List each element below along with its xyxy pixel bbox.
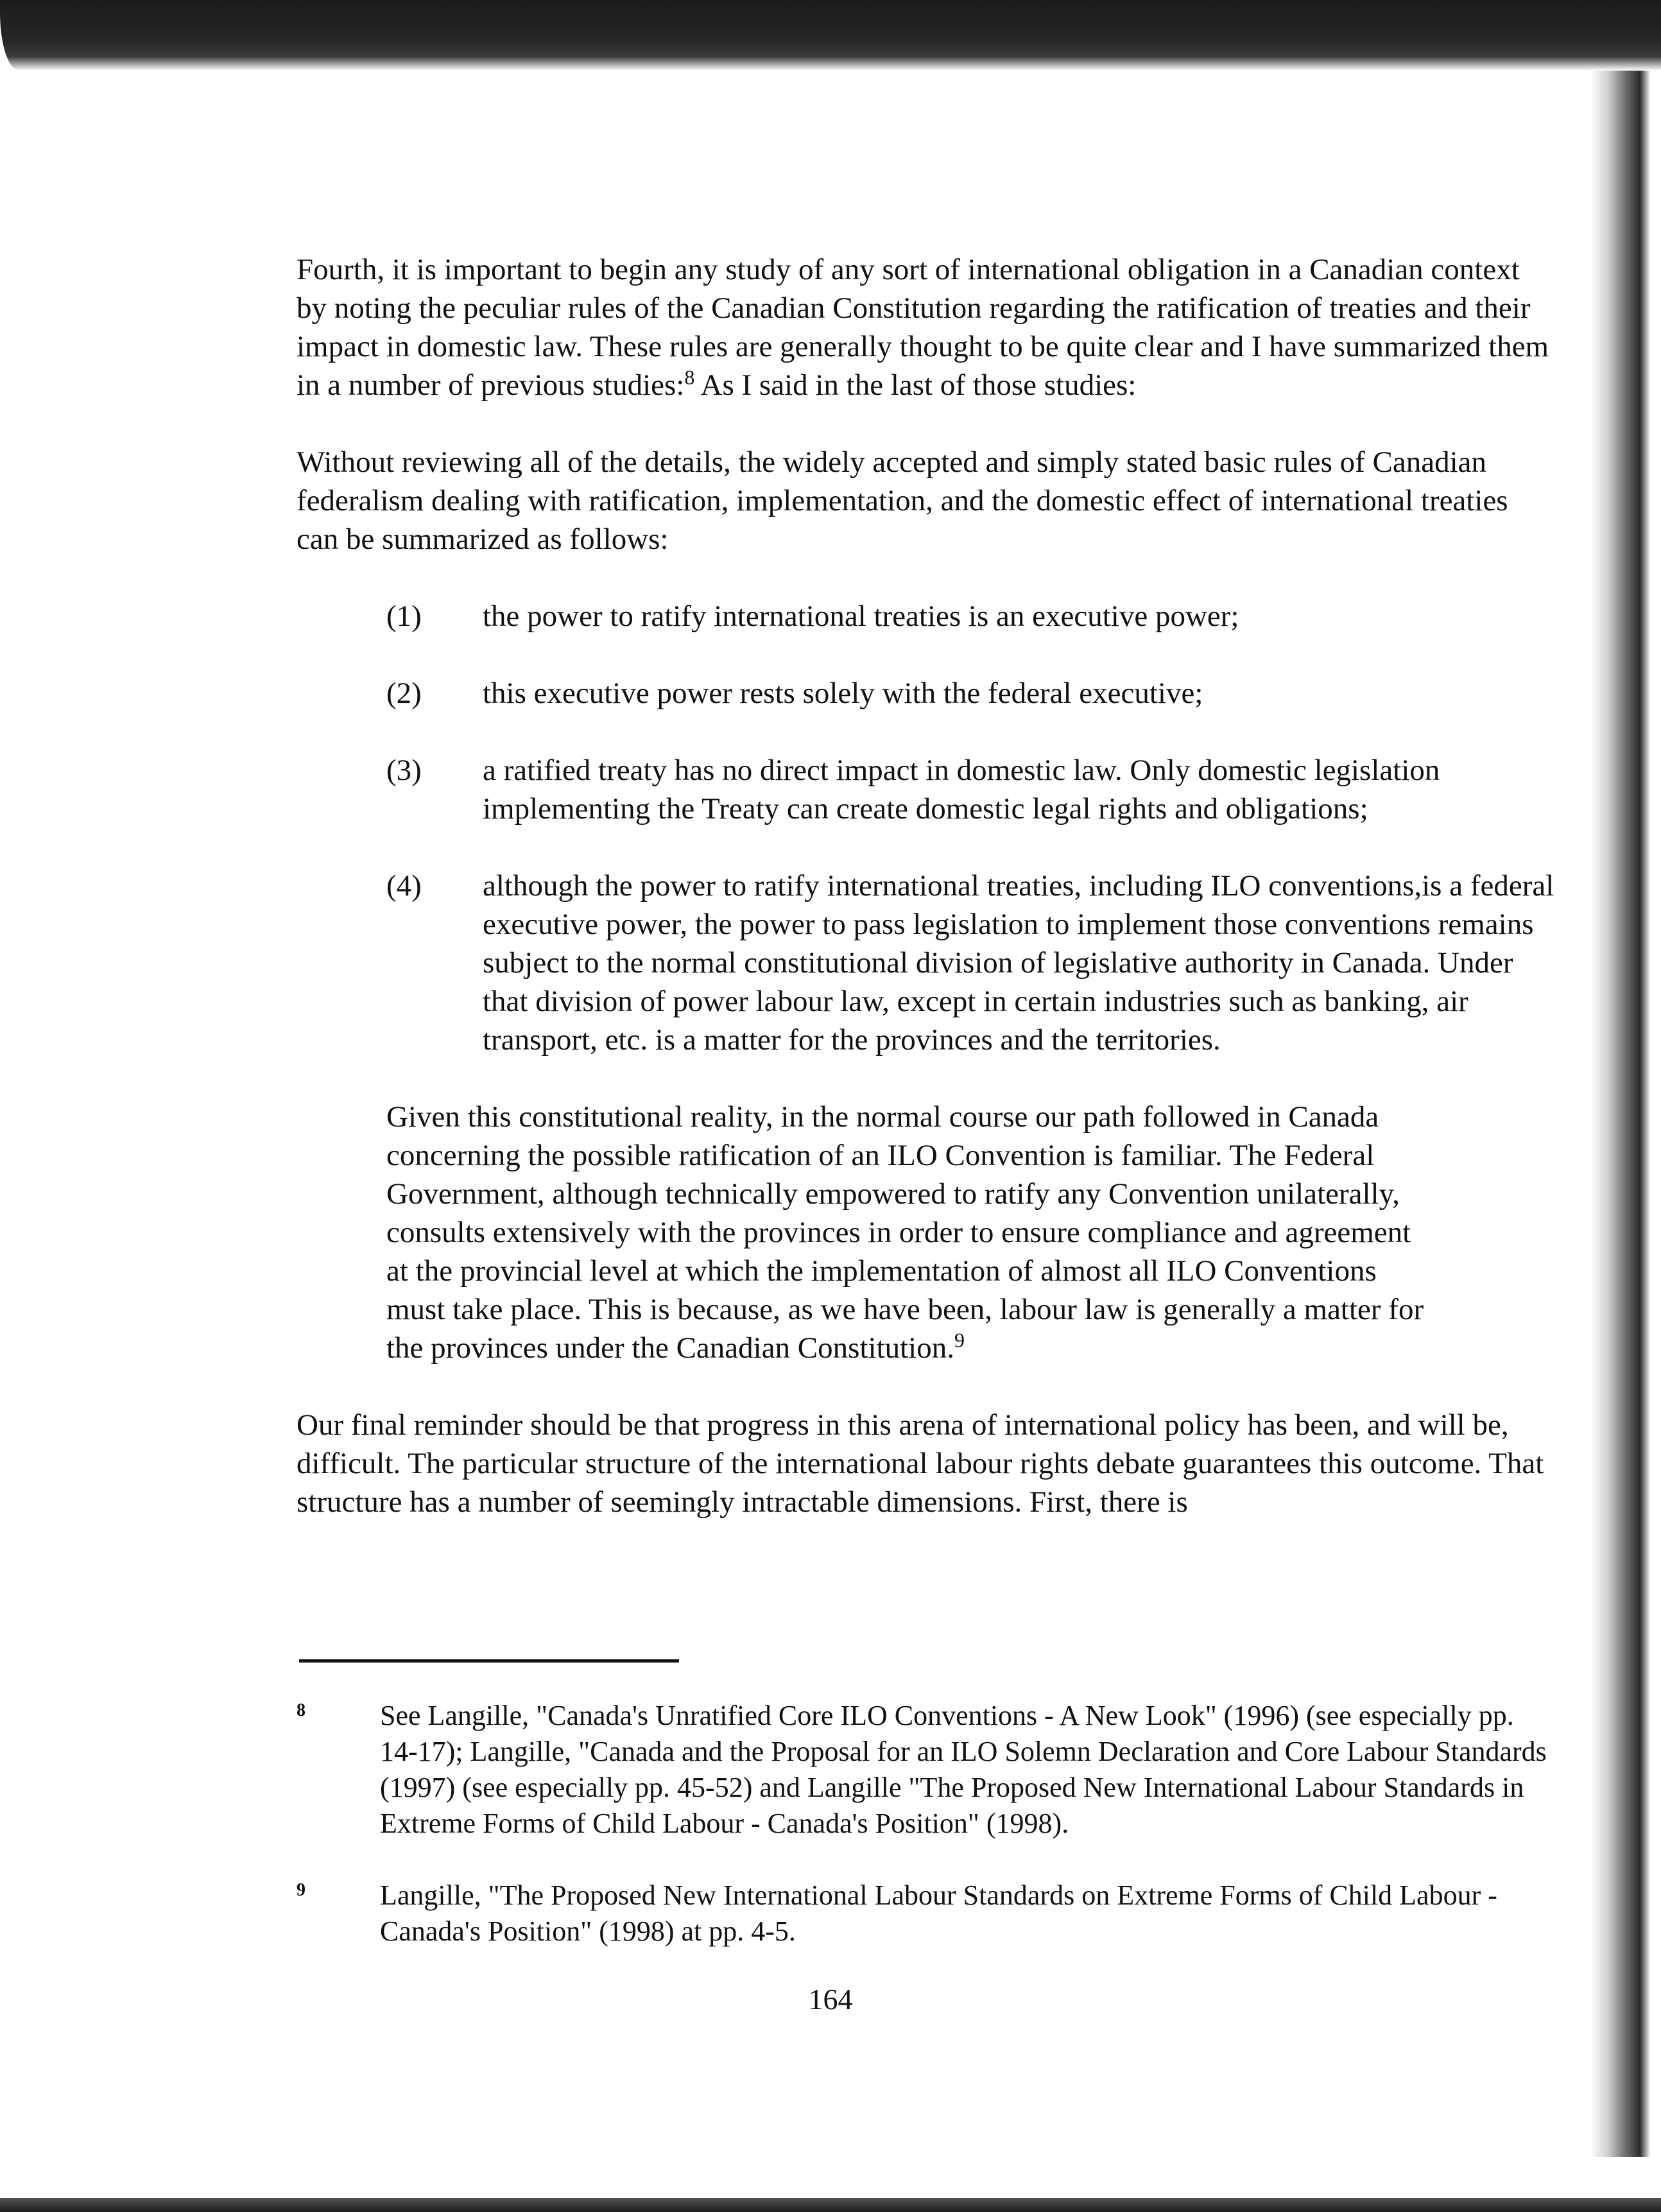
footnote-8: [297, 1698, 1554, 1842]
footnote-divider: [299, 1659, 679, 1663]
list-item-number: (3): [386, 754, 422, 787]
footnote-ref-8[interactable]: 8: [684, 365, 695, 389]
list-item-text: the power to ratify international treaties is an executive power;: [483, 600, 1239, 633]
paragraph-fourth-text-after: As I said in the last of those studies:: [694, 368, 1137, 402]
quoted-paragraph-text: Given this constitutional reality, in the normal course our path followed in Canada concerning the possible ratification of an ILO Convention is familiar. The Federal Government, although technically empowered to ratify any Convention unilaterally, consults extensively with the provinces in order to ensure compliance and agreement at the provincial level at which the implementation of almost all ILO Conventions must take place. This is because, as we have been, labour law is generally a matter for the provinces under the Canadian Constitution.: [386, 1100, 1424, 1365]
footnote-mark: 9: [297, 1880, 306, 1900]
rules-list: [386, 597, 1554, 1059]
footnote-mark: 8: [297, 1700, 306, 1720]
paragraph-fourth: [297, 250, 1554, 404]
paragraph-final-reminder: Our final reminder should be that progress in this arena of international policy has been, and will be, difficult. The particular structure of the international labour rights debate guarantees this outcome. That structure has a number of seemingly intractable dimensions. First, there is: [297, 1408, 1544, 1519]
list-item: [386, 674, 1554, 713]
footnote-text: Langille, "The Proposed New International Labour Standards on Extreme Forms of Child Labour - Canada's Position" (1998) at pp. 4-5.: [380, 1879, 1497, 1947]
paragraph-fourth-text: Fourth, it is important to begin any study of any sort of international obligation in a Canadian context by noting the peculiar rules of the Canadian Constitution regarding the ratification of treaties and their impact in domestic law. These rules are generally thought to be quite clear and I have summarized them in a number of previous studies:: [297, 253, 1549, 402]
footnote-text: See Langille, "Canada's Unratified Core ILO Conventions - A New Look" (1996) (see especially pp. 14-17); Langille, "Canada and the Proposal for an ILO Solemn Declaration and Core Labour Standards (1997) (see especially pp. 45-52) and Langille "The Proposed New International Labour Standards in Extreme Forms of Child Labour - Canada's Position" (1998).: [380, 1700, 1547, 1839]
document-body: [297, 250, 1554, 1560]
list-item-number: (2): [386, 677, 422, 710]
list-item-text: although the power to ratify international treaties, including ILO conventions,is a federal executive power, the power to pass legislation to implement those conventions remains subject to the normal constitutional division of legislative authority in Canada. Under that division of power labour law, except in certain industries such as banking, air transport, etc. is a matter for the provinces and the territories.: [483, 869, 1554, 1057]
paragraph-without-reviewing: Without reviewing all of the details, the widely accepted and simply stated basic rules of Canadian federalism dealing with ratification, implementation, and the domestic effect of international treaties can be summarized as follows:: [297, 445, 1508, 556]
list-item-text: this executive power rests solely with the federal executive;: [483, 677, 1203, 710]
list-item-number: (1): [386, 600, 422, 633]
list-item: [386, 597, 1554, 635]
list-item-text: a ratified treaty has no direct impact in domestic law. Only domestic legislation implementing the Treaty can create domestic legal rights and obligations;: [483, 754, 1440, 825]
scan-edge-right: [1590, 71, 1661, 2157]
list-item-number: (4): [386, 869, 422, 903]
quoted-paragraph: [386, 1098, 1426, 1367]
page-number: 164: [808, 1983, 853, 2016]
scan-edge-top: [0, 0, 1661, 71]
footnote-9: [297, 1878, 1554, 1949]
list-item: [386, 867, 1554, 1059]
list-item: [386, 751, 1554, 828]
footnotes: [297, 1698, 1554, 1985]
scan-edge-bottom: [0, 2198, 1661, 2212]
footnote-ref-9[interactable]: 9: [954, 1328, 965, 1352]
